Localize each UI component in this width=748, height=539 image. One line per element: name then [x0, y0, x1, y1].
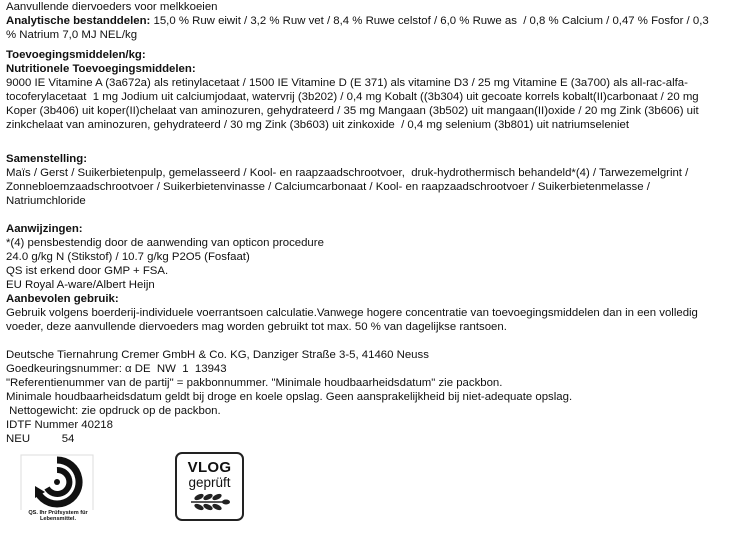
- approval-number: Goedkeuringsnummer: α DE NW 1 13943: [6, 363, 227, 375]
- usage-heading: Aanbevolen gebruik:: [6, 293, 119, 305]
- composition-line: Zonnebloemzaadschrootvoer / Suikerbietenvinasse / Calciumcarbonaat / Kool- en raapzaadschrootvoer / Suikerbietenmelasse /: [6, 181, 650, 193]
- usage-line: voeder, deze aanvullende diervoeders mag worden gebruikt tot max. 50 % van dagelijkse rantsoen.: [6, 321, 507, 333]
- type-line: Aanvullende diervoeders voor melkkoeien: [6, 1, 218, 13]
- analytic-line-2: % Natrium 7,0 MJ NEL/kg: [6, 29, 138, 41]
- wheat-ear-icon: [189, 491, 231, 513]
- additives-subheading: Nutritionele Toevoegingsmiddelen:: [6, 63, 196, 75]
- vlog-subtitle: geprüft: [188, 475, 231, 490]
- usage-line: Gebruik volgens boerderij-individuele voerrantsoen calculatie.Vanwege hogere concentratie van toevoegingsmiddelen dan in een volledig: [6, 307, 698, 319]
- qs-swirl-icon: [20, 454, 94, 510]
- storage-note: Minimale houdbaarheidsdatum geldt bij droge en koele opslag. Geen aansprakelijkheid bij niet-adequate opslag.: [6, 391, 573, 403]
- idtf-number: IDTF Nummer 40218: [6, 419, 113, 431]
- qs-logo: [20, 454, 94, 524]
- analytic-values: 15,0 % Ruw eiwit / 3,2 % Ruw vet / 8,4 % Ruwe celstof / 6,0 % Ruwe as / 0,8 % Calcium / 0,47 % Fosfor / 0,3: [150, 15, 709, 27]
- vlog-title: VLOG: [187, 459, 232, 476]
- instructions-line: EU Royal A-ware/Albert Heijn: [6, 279, 155, 291]
- composition-line: Maïs / Gerst / Suikerbietenpulp, gemelasseerd / Kool- en raapzaadschrootvoer, druk-hydrothermisch behandeld*(4) / Tarwezemelgrint /: [6, 167, 689, 179]
- manufacturer-address: Deutsche Tiernahrung Cremer GmbH & Co. KG, Danziger Straße 3-5, 41460 Neuss: [6, 349, 429, 361]
- neu-code: NEU 54: [6, 433, 75, 445]
- additives-heading: Toevoegingsmiddelen/kg:: [6, 49, 146, 61]
- instructions-line: *(4) pensbestendig door de aanwending van opticon procedure: [6, 237, 324, 249]
- additives-line: tocoferylacetaat 1 mg Jodium uit calciumjodaat, watervrij (3b202) / 0,4 mg Kobalt ((3b304) uit gecoate korrels kobalt(II)carbonaat / 20 mg: [6, 91, 699, 103]
- composition-heading: Samenstelling:: [6, 153, 88, 165]
- instructions-line: 24.0 g/kg N (Stikstof) / 10.7 g/kg P2O5 (Fosfaat): [6, 251, 250, 263]
- additives-line: 9000 IE Vitamine A (3a672a) als retinylacetaat / 1500 IE Vitamine D (E 371) als vitamine D3 / 25 mg Vitamine E (3a700) als all-rac-alfa-: [6, 77, 688, 89]
- net-weight-note: Nettogewicht: zie opdruck op de packbon.: [6, 405, 221, 417]
- analytic-line: [6, 14, 742, 28]
- qs-caption: QS. Ihr Prüfsystem für Lebensmittel.: [28, 510, 88, 522]
- instructions-line: QS ist erkend door GMP + FSA.: [6, 265, 169, 277]
- analytic-label: Analytische bestanddelen:: [6, 15, 151, 27]
- certification-logos: [20, 454, 720, 534]
- vlog-logo: [175, 452, 244, 521]
- additives-line: Koper (3b406) uit koper(II)chelaat van aminozuren, gehydrateerd / 35 mg Mangaan (3b502) uit mangaan(II)oxide / 20 mg Zink (3b606) uit: [6, 105, 699, 117]
- batch-reference-note: "Referentienummer van de partij" = pakbonnummer. "Minimale houdbaarheidsdatum" zie packbon.: [6, 377, 503, 389]
- composition-line: Natriumchloride: [6, 195, 86, 207]
- additives-line: zinkchelaat van aminozuren, gehydrateerd / 30 mg Zink (3b603) uit zinkoxide / 0,4 mg selenium (3b801) uit natriumseleniet: [6, 119, 630, 131]
- instructions-heading: Aanwijzingen:: [6, 223, 83, 235]
